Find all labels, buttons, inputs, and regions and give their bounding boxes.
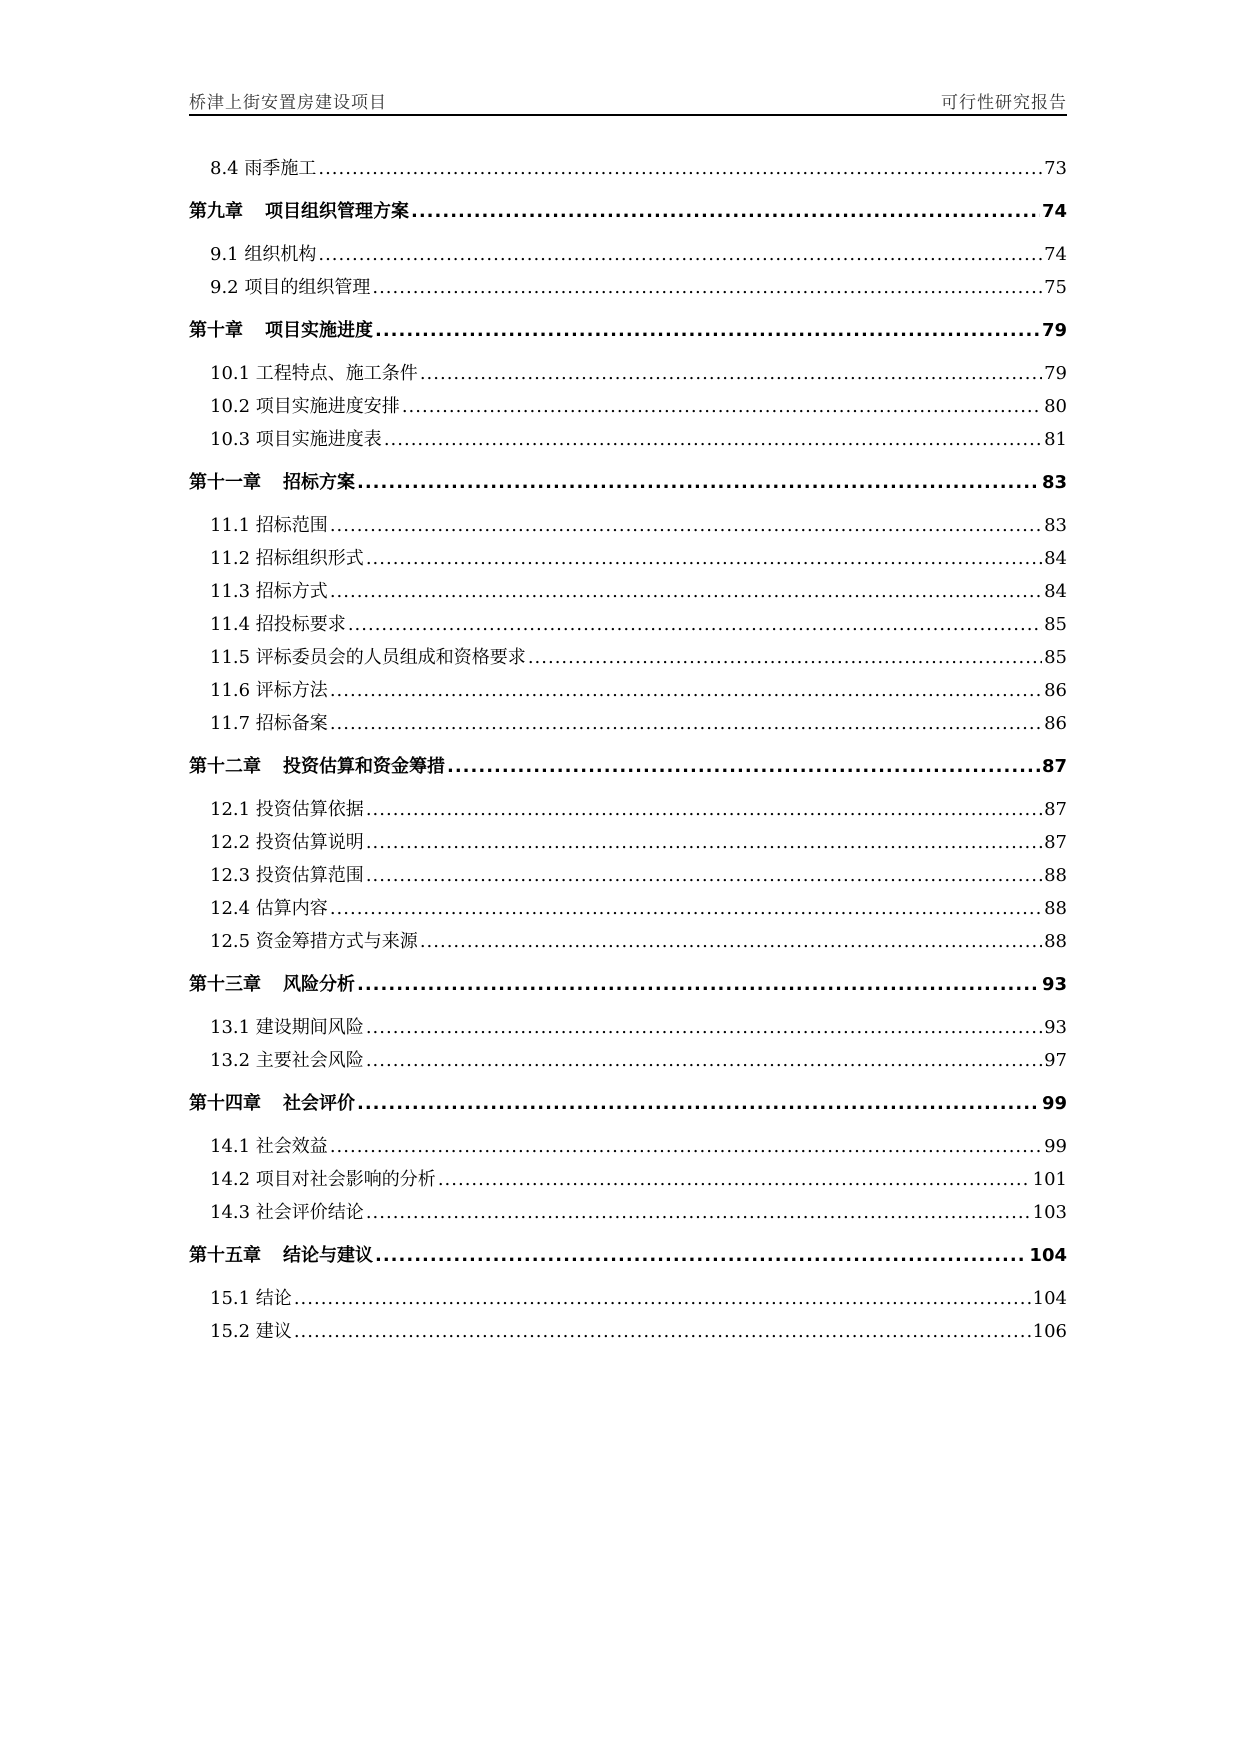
toc-section-label: 14.1 社会效益: [210, 1136, 328, 1157]
header-report-type: 可行性研究报告: [941, 93, 1067, 113]
toc-dot-leader: [330, 674, 1042, 707]
toc-page-number: 84: [1044, 548, 1067, 569]
toc-section-label: 14.2 项目对社会影响的分析: [210, 1169, 436, 1190]
toc-section-entry[interactable]: [189, 826, 1067, 859]
toc-chapter-label: [189, 314, 373, 347]
toc-section-entry[interactable]: [189, 271, 1067, 304]
toc-page-number: 104: [1032, 1288, 1067, 1309]
toc-section-label: 10.3 项目实施进度表: [210, 429, 382, 450]
toc-chapter-number: 第十二章: [189, 756, 261, 777]
toc-chapter-title: 社会评价: [283, 1093, 355, 1114]
toc-page-number: 87: [1044, 799, 1067, 820]
toc-dot-leader: [528, 641, 1042, 674]
toc-section-entry[interactable]: [189, 1196, 1067, 1229]
toc-dot-leader: [375, 1239, 1027, 1272]
toc-chapter-entry[interactable]: [189, 314, 1067, 347]
toc-page-number: 83: [1041, 472, 1067, 493]
toc-dot-leader: [366, 1196, 1031, 1229]
toc-section-entry[interactable]: [189, 674, 1067, 707]
toc-section-entry[interactable]: [189, 542, 1067, 575]
toc-dot-leader: [330, 707, 1042, 740]
toc-chapter-title: 项目实施进度: [265, 320, 373, 341]
toc-section-entry[interactable]: [189, 608, 1067, 641]
toc-section-entry[interactable]: [189, 859, 1067, 892]
toc-section-label: 15.2 建议: [210, 1321, 292, 1342]
toc-section-label: 11.3 招标方式: [210, 581, 328, 602]
toc-section-label: 12.3 投资估算范围: [210, 865, 364, 886]
toc-chapter-number: 第十章: [189, 320, 243, 341]
table-of-contents: [189, 152, 1067, 1348]
toc-dot-leader: [366, 1044, 1042, 1077]
toc-section-entry[interactable]: [189, 793, 1067, 826]
toc-section-entry[interactable]: [189, 1130, 1067, 1163]
toc-chapter-number: 第十一章: [189, 472, 261, 493]
toc-section-entry[interactable]: [189, 1282, 1067, 1315]
toc-dot-leader: [330, 509, 1042, 542]
toc-section-label: 9.1 组织机构: [210, 244, 317, 265]
toc-section-label: 11.5 评标委员会的人员组成和资格要求: [210, 647, 526, 668]
toc-chapter-label: [189, 195, 409, 228]
toc-section-entry[interactable]: [189, 423, 1067, 456]
toc-section-entry[interactable]: [189, 152, 1067, 185]
page-header: [189, 86, 1067, 116]
toc-dot-leader: [438, 1163, 1031, 1196]
toc-dot-leader: [411, 195, 1040, 228]
toc-section-label: 12.4 估算内容: [210, 898, 328, 919]
toc-section-entry[interactable]: [189, 238, 1067, 271]
toc-chapter-number: 第十三章: [189, 974, 261, 995]
toc-section-label: 11.6 评标方法: [210, 680, 328, 701]
header-project-title: 桥津上街安置房建设项目: [189, 93, 387, 113]
toc-section-entry[interactable]: [189, 1044, 1067, 1077]
toc-chapter-title: 结论与建议: [283, 1245, 373, 1266]
toc-page-number: 83: [1044, 515, 1067, 536]
toc-chapter-number: 第十五章: [189, 1245, 261, 1266]
toc-page-number: 84: [1044, 581, 1067, 602]
toc-dot-leader: [318, 238, 1042, 271]
toc-page-number: 106: [1032, 1321, 1067, 1342]
toc-dot-leader: [384, 423, 1042, 456]
toc-page-number: 74: [1041, 201, 1067, 222]
toc-page-number: 88: [1044, 931, 1067, 952]
toc-dot-leader: [366, 859, 1042, 892]
toc-section-entry[interactable]: [189, 390, 1067, 423]
toc-chapter-label: [189, 968, 355, 1001]
toc-page-number: 103: [1032, 1202, 1067, 1223]
toc-page-number: 86: [1044, 713, 1067, 734]
toc-chapter-entry[interactable]: [189, 466, 1067, 499]
toc-section-label: 12.2 投资估算说明: [210, 832, 364, 853]
toc-section-label: 15.1 结论: [210, 1288, 292, 1309]
toc-section-entry[interactable]: [189, 1011, 1067, 1044]
toc-section-entry[interactable]: [189, 357, 1067, 390]
toc-section-entry[interactable]: [189, 641, 1067, 674]
toc-page-number: 74: [1044, 244, 1067, 265]
toc-section-label: 11.1 招标范围: [210, 515, 328, 536]
toc-page-number: 101: [1032, 1169, 1067, 1190]
toc-dot-leader: [366, 1011, 1042, 1044]
toc-page-number: 99: [1044, 1136, 1067, 1157]
toc-page-number: 99: [1041, 1093, 1067, 1114]
toc-section-label: 13.2 主要社会风险: [210, 1050, 364, 1071]
toc-dot-leader: [366, 826, 1042, 859]
toc-dot-leader: [330, 575, 1042, 608]
toc-section-label: 11.4 招投标要求: [210, 614, 346, 635]
toc-page-number: 104: [1029, 1245, 1067, 1266]
toc-chapter-entry[interactable]: [189, 750, 1067, 783]
toc-dot-leader: [372, 271, 1042, 304]
toc-dot-leader: [357, 466, 1040, 499]
toc-dot-leader: [318, 152, 1042, 185]
toc-section-entry[interactable]: [189, 509, 1067, 542]
toc-page-number: 85: [1044, 647, 1067, 668]
toc-page-number: 93: [1044, 1017, 1067, 1038]
toc-section-entry[interactable]: [189, 1315, 1067, 1348]
toc-dot-leader: [402, 390, 1042, 423]
toc-page-number: 85: [1044, 614, 1067, 635]
toc-section-label: 11.7 招标备案: [210, 713, 328, 734]
toc-chapter-title: 项目组织管理方案: [265, 201, 409, 222]
toc-chapter-label: [189, 750, 445, 783]
toc-section-entry[interactable]: [189, 925, 1067, 958]
toc-section-entry[interactable]: [189, 707, 1067, 740]
toc-page-number: 88: [1044, 865, 1067, 886]
toc-section-label: 8.4 雨季施工: [210, 158, 317, 179]
toc-dot-leader: [420, 925, 1042, 958]
toc-chapter-entry[interactable]: [189, 968, 1067, 1001]
toc-section-label: 9.2 项目的组织管理: [210, 277, 371, 298]
toc-dot-leader: [294, 1315, 1031, 1348]
toc-page-number: 93: [1041, 974, 1067, 995]
toc-page-number: 79: [1041, 320, 1067, 341]
toc-chapter-entry[interactable]: [189, 1239, 1067, 1272]
toc-page-number: 81: [1044, 429, 1067, 450]
toc-dot-leader: [366, 542, 1042, 575]
toc-chapter-title: 风险分析: [283, 974, 355, 995]
toc-section-label: 14.3 社会评价结论: [210, 1202, 364, 1223]
toc-section-label: 10.1 工程特点、施工条件: [210, 363, 418, 384]
toc-section-label: 12.1 投资估算依据: [210, 799, 364, 820]
toc-dot-leader: [357, 968, 1040, 1001]
toc-chapter-number: 第十四章: [189, 1093, 261, 1114]
toc-page-number: 80: [1044, 396, 1067, 417]
toc-page-number: 97: [1044, 1050, 1067, 1071]
toc-dot-leader: [294, 1282, 1031, 1315]
toc-chapter-title: 招标方案: [283, 472, 355, 493]
toc-chapter-entry[interactable]: [189, 1087, 1067, 1120]
toc-page-number: 79: [1044, 363, 1067, 384]
toc-section-label: 13.1 建设期间风险: [210, 1017, 364, 1038]
toc-page-number: 88: [1044, 898, 1067, 919]
toc-page-number: 73: [1044, 158, 1067, 179]
toc-chapter-label: [189, 466, 355, 499]
toc-chapter-number: 第九章: [189, 201, 243, 222]
toc-chapter-title: 投资估算和资金筹措: [283, 756, 445, 777]
toc-dot-leader: [330, 1130, 1042, 1163]
toc-chapter-entry[interactable]: [189, 195, 1067, 228]
toc-section-entry[interactable]: [189, 1163, 1067, 1196]
toc-chapter-label: [189, 1239, 373, 1272]
toc-page-number: 75: [1044, 277, 1067, 298]
toc-dot-leader: [420, 357, 1042, 390]
toc-section-label: 10.2 项目实施进度安排: [210, 396, 400, 417]
toc-section-entry[interactable]: [189, 892, 1067, 925]
toc-page-number: 87: [1044, 832, 1067, 853]
toc-dot-leader: [375, 314, 1040, 347]
toc-dot-leader: [348, 608, 1042, 641]
toc-page-number: 86: [1044, 680, 1067, 701]
toc-dot-leader: [330, 892, 1042, 925]
toc-page-number: 87: [1041, 756, 1067, 777]
toc-chapter-label: [189, 1087, 355, 1120]
toc-section-label: 12.5 资金筹措方式与来源: [210, 931, 418, 952]
toc-dot-leader: [357, 1087, 1040, 1120]
toc-dot-leader: [447, 750, 1040, 783]
toc-section-label: 11.2 招标组织形式: [210, 548, 364, 569]
toc-section-entry[interactable]: [189, 575, 1067, 608]
toc-dot-leader: [366, 793, 1042, 826]
